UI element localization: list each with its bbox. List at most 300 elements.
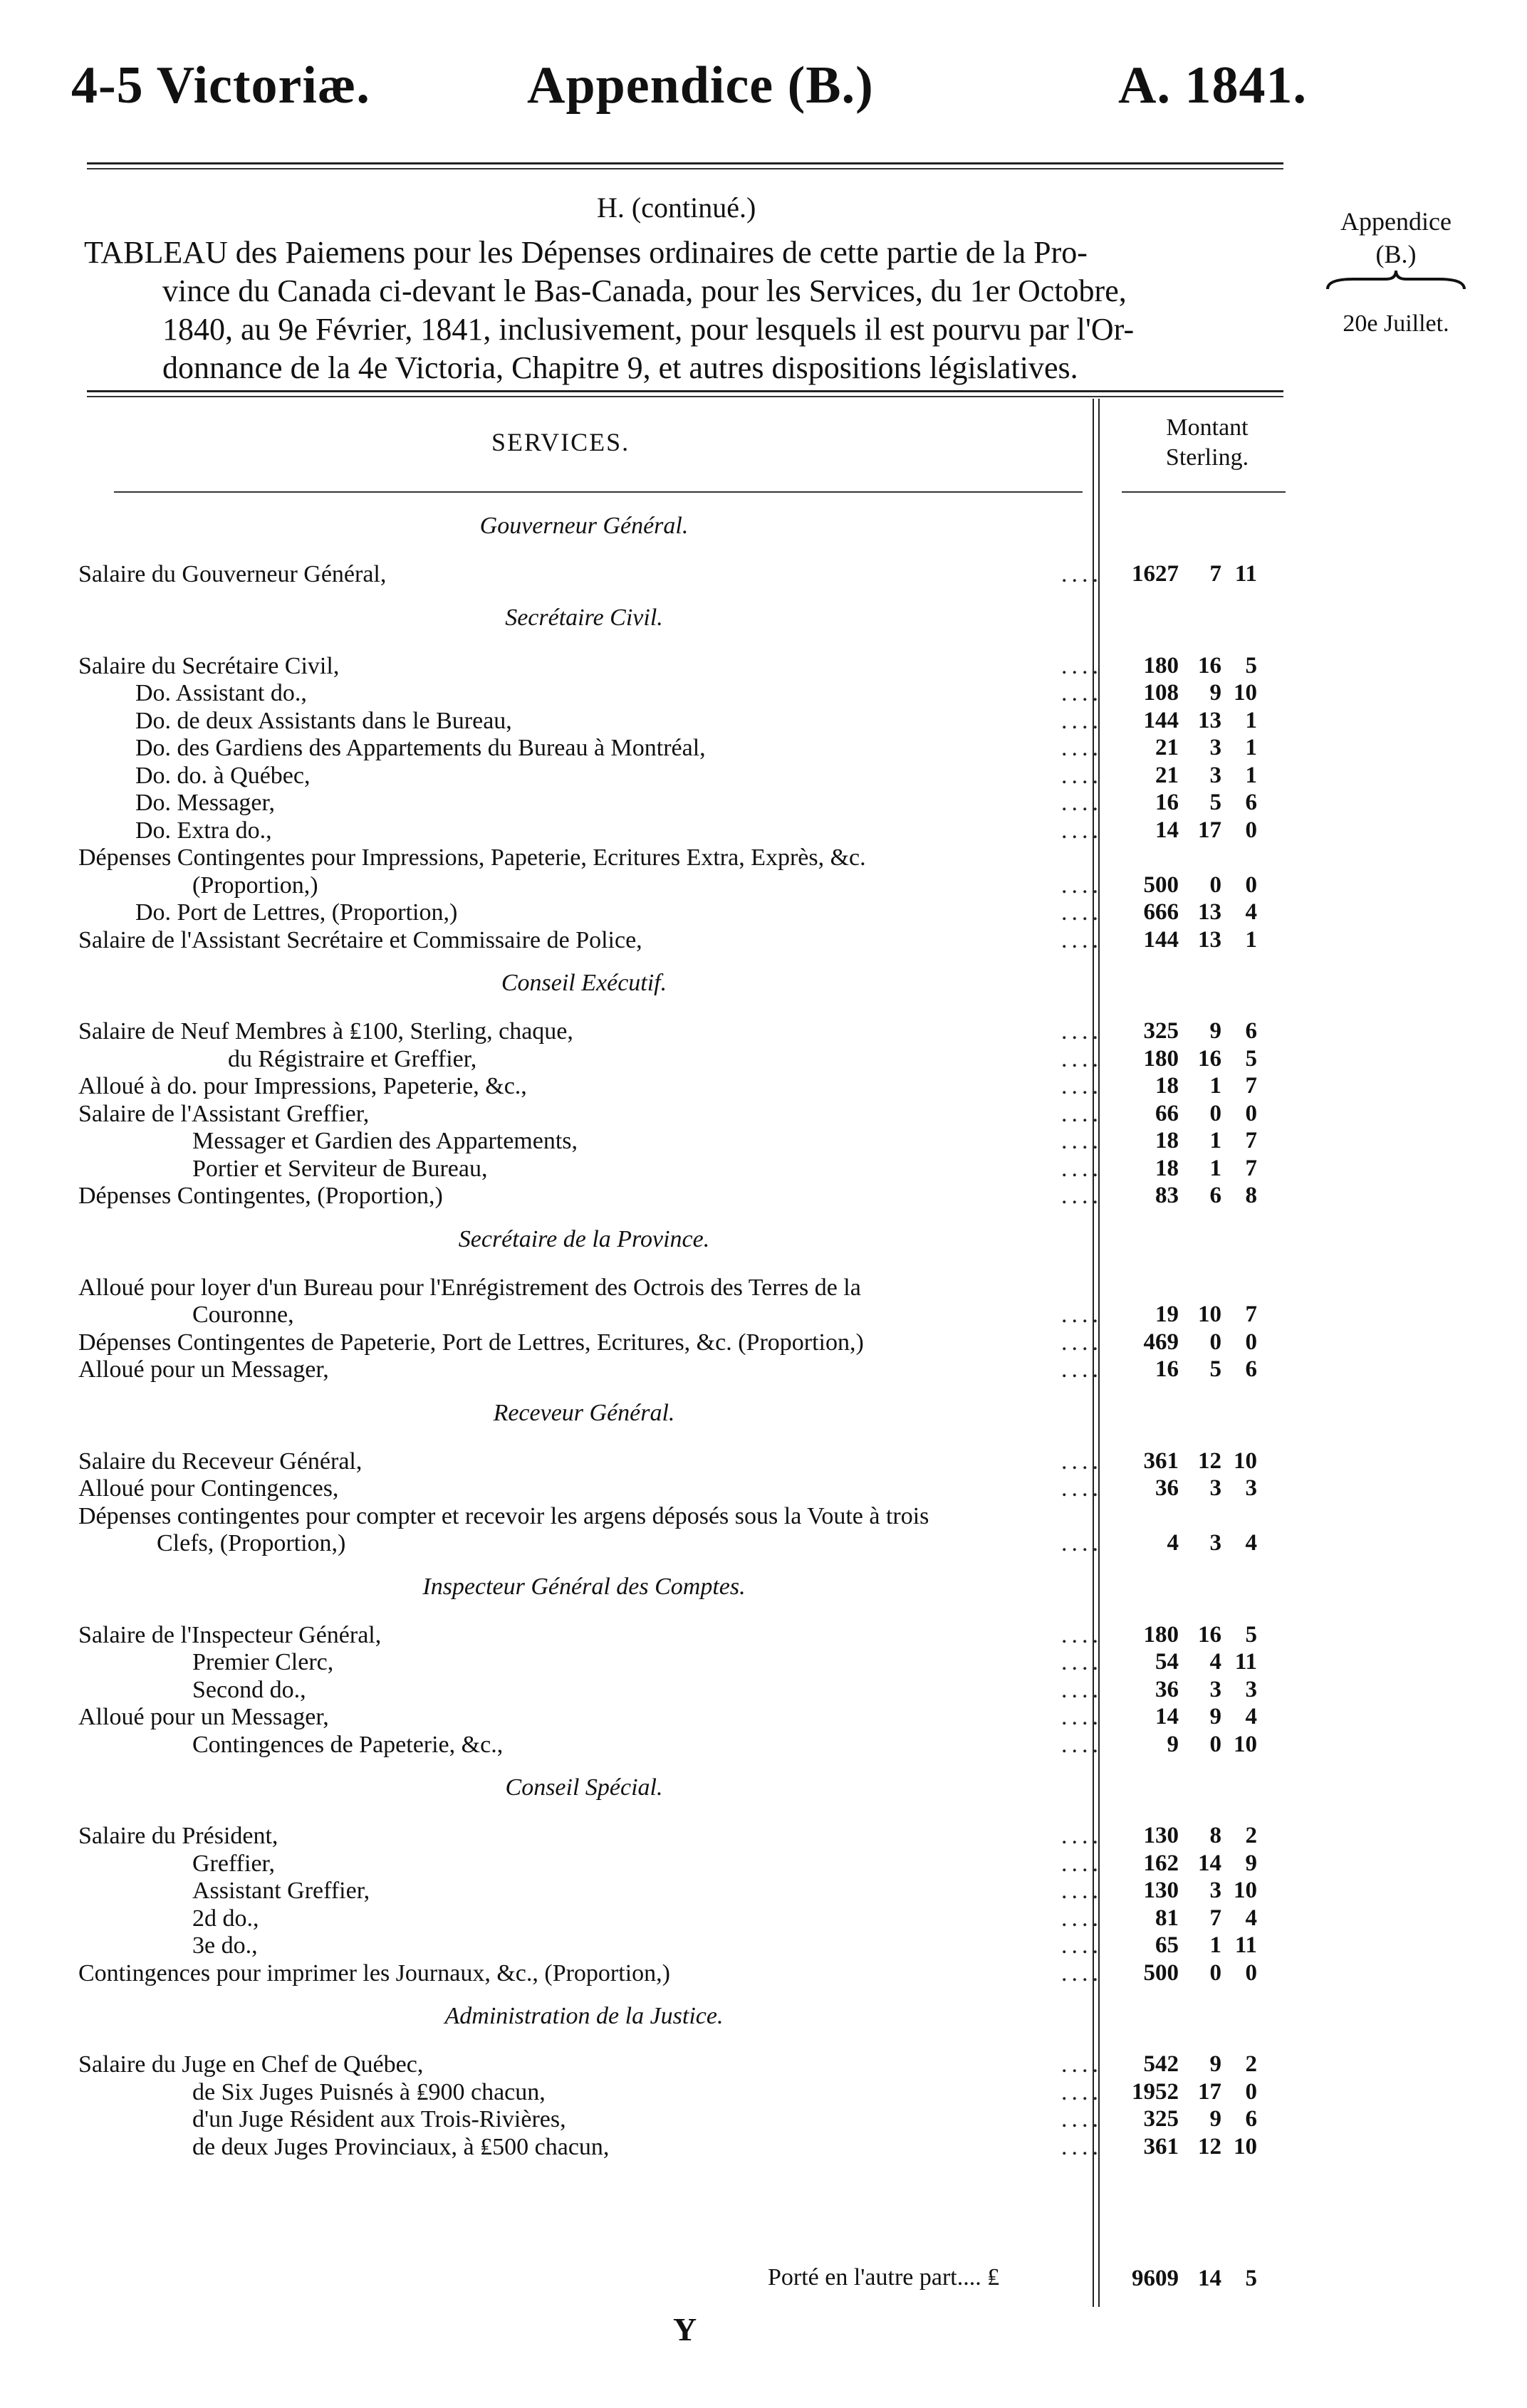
service-description: Dépenses contingentes pour compter et recevoir les argens déposés sous la Voute à trois [78,1502,929,1529]
amount-sterling [1108,1018,1293,1047]
dot-leader: .... [1061,762,1103,789]
carried-forward-amount [1108,2266,1293,2294]
amount-sterling [1108,1851,1293,1879]
amount-pence: 4 [1245,1905,1257,1931]
table-row [78,1503,1083,1532]
amount-shillings: 7 [1209,561,1221,587]
amount-sterling [1108,2079,1293,2108]
carried-pence: 5 [1245,2266,1257,2291]
amount-pence: 0 [1245,1329,1257,1355]
dot-leader: .... [1061,2106,1103,2132]
table-row [78,1676,1103,1705]
amount-pounds: 14 [1155,817,1179,843]
amount-shillings: 12 [1198,2133,1221,2160]
dot-leader: .... [1061,1018,1103,1045]
amount-shillings: 5 [1209,1356,1221,1382]
montant-column-header [1132,413,1282,473]
dot-leader: .... [1061,899,1103,926]
dot-leader: .... [1061,1448,1103,1475]
dot-leader: .... [1061,1704,1103,1730]
service-description: Do. Assistant do., [135,680,307,706]
carried-pounds: 9609 [1132,2266,1179,2291]
amount-pounds: 9 [1167,1731,1179,1757]
table-row [78,1932,1103,1961]
service-description: Do. do. à Québec, [135,762,311,789]
dot-leader: .... [1061,1356,1103,1383]
table-row [78,790,1103,818]
amount-pounds: 180 [1143,652,1179,679]
service-description: Second do., [192,1676,306,1703]
amount-pounds: 666 [1143,899,1179,925]
service-description: Salaire du Juge en Chef de Québec, [78,2051,424,2078]
amount-pounds: 18 [1155,1155,1179,1181]
service-description: Contingences pour imprimer les Journaux, &c., (Proportion,) [78,1959,670,1986]
amount-pence: 10 [1234,2133,1257,2160]
amount-pounds: 325 [1143,1018,1179,1044]
amount-sterling [1108,1905,1293,1934]
service-description: de Six Juges Puisnés à ₤900 chacun, [192,2078,546,2105]
service-description: Salaire de l'Assistant Secrétaire et Commissaire de Police, [78,926,642,953]
table-row [78,1045,1103,1074]
table-row [78,1155,1103,1184]
section-title: Conseil Spécial. [505,1774,663,1801]
dot-leader: .... [1061,2133,1103,2160]
amount-pounds: 18 [1155,1128,1179,1153]
amount-sterling [1108,680,1293,708]
amount-pence: 4 [1245,1704,1257,1729]
table-row [78,680,1103,708]
dot-leader: .... [1061,1731,1103,1758]
header-year: A. 1841. [1118,56,1307,115]
amount-pence: 0 [1245,817,1257,843]
table-row [78,1878,1103,1906]
amount-pence: 1 [1245,926,1257,953]
amount-shillings: 16 [1198,1045,1221,1072]
amount-shillings: 13 [1198,926,1221,953]
dot-leader: .... [1061,1649,1103,1675]
amount-sterling [1108,1475,1293,1504]
table-row [78,871,1103,901]
table-row [78,1475,1103,1504]
amount-pence: 0 [1245,1959,1257,1986]
amount-sterling [1108,1878,1293,1906]
margin-note-b: (B.) [1375,240,1417,268]
service-description: Do. de deux Assistants dans le Bureau, [135,707,512,734]
amount-shillings: 10 [1198,1302,1221,1327]
amount-shillings: 9 [1209,680,1221,706]
amount-sterling [1108,1101,1293,1129]
header-appendix: Appendice (B.) [527,56,874,115]
amount-sterling [1108,2106,1293,2135]
amount-pounds: 21 [1155,735,1179,760]
amount-pence: 7 [1245,1155,1257,1181]
service-description: Alloué à do. pour Impressions, Papeterie, &c., [78,1073,527,1099]
amount-sterling [1108,790,1293,818]
amount-sterling [1108,561,1293,590]
amount-sterling [1108,1960,1293,1989]
amount-pence: 4 [1245,899,1257,925]
title-line-4: donnance de la 4e Victoria, Chapitre 9, et autres dispositions législatives. [162,350,1078,385]
amount-pence: 4 [1245,1530,1257,1556]
amount-sterling [1108,1530,1293,1559]
title-line-3: 1840, au 9e Février, 1841, inclusivement, pour lesquels il est pourvu par l'Or- [162,312,1135,347]
table-row [78,1448,1103,1477]
amount-pence: 7 [1245,1073,1257,1099]
amount-shillings: 1 [1209,1128,1221,1153]
amount-sterling [1108,1356,1293,1385]
service-description: Alloué pour un Messager, [78,1704,329,1730]
amount-pounds: 361 [1143,1448,1179,1474]
table-row [78,1274,1083,1303]
amount-pounds: 1952 [1132,2078,1179,2105]
section-title: Administration de la Justice. [444,2003,724,2029]
amount-sterling [1108,927,1293,956]
amount-pounds: 16 [1155,790,1179,815]
service-description: Alloué pour un Messager, [78,1356,329,1383]
table-row [78,844,1083,873]
section-title: Secrétaire Civil. [505,604,663,631]
table-row [78,1621,1103,1650]
amount-shillings: 5 [1209,790,1221,815]
dot-leader: .... [1061,1329,1103,1356]
amount-shillings: 3 [1209,735,1221,760]
title-line-1: TABLEAU des Paiemens pour les Dépenses ordinaires de cette partie de la Pro- [84,235,1088,270]
table-row [78,1073,1103,1101]
amount-pounds: 54 [1155,1649,1179,1675]
table-row [78,1100,1103,1129]
amount-pence: 11 [1234,561,1257,587]
amount-pence: 0 [1245,871,1257,898]
amount-pence: 1 [1245,707,1257,733]
amount-pence: 10 [1234,1878,1257,1903]
service-description: du Régistraire et Greffier, [228,1045,477,1072]
amount-pence: 6 [1245,2106,1257,2132]
amount-pounds: 36 [1155,1676,1179,1702]
amount-sterling [1108,1128,1293,1156]
service-description: Dépenses Contingentes pour Impressions, Papeterie, Ecritures Extra, Exprès, &c. [78,844,866,871]
service-description: Salaire du Secrétaire Civil, [78,652,340,679]
table-row [78,652,1103,681]
amount-pence: 3 [1245,1475,1257,1501]
amount-shillings: 0 [1209,1731,1221,1757]
service-description: Contingences de Papeterie, &c., [192,1731,504,1758]
service-description: de deux Juges Provinciaux, à ₤500 chacun, [192,2133,610,2160]
dot-leader: .... [1061,2078,1103,2105]
amount-sterling [1108,1823,1293,1851]
amount-pence: 10 [1234,1448,1257,1474]
sterling-label: Sterling. [1165,444,1249,471]
amount-shillings: 16 [1198,652,1221,679]
amount-shillings: 1 [1209,1073,1221,1099]
amount-shillings: 6 [1209,1183,1221,1208]
amount-pence: 6 [1245,1356,1257,1382]
amount-shillings: 16 [1198,1621,1221,1648]
amount-sterling [1108,1677,1293,1705]
amount-sterling [1108,1329,1293,1358]
dot-leader: .... [1061,1676,1103,1703]
service-description: Assistant Greffier, [192,1878,370,1904]
header-rule-top [87,162,1283,164]
service-description: Salaire du Receveur Général, [78,1448,363,1475]
service-description: Salaire de Neuf Membres à ₤100, Sterling, chaque, [78,1018,573,1045]
amount-shillings: 1 [1209,1155,1221,1181]
amount-pounds: 542 [1143,2051,1179,2077]
signature-mark: Y [673,2311,697,2347]
amount-pence: 11 [1234,1932,1257,1958]
amount-sterling [1108,1448,1293,1477]
dot-leader: .... [1061,817,1103,844]
amount-pence: 5 [1245,1045,1257,1072]
amount-sterling [1108,2051,1293,2080]
amount-sterling [1108,1183,1293,1211]
amount-shillings: 9 [1209,1018,1221,1044]
amount-shillings: 13 [1198,707,1221,733]
dot-leader: .... [1061,707,1103,734]
service-description: Do. des Gardiens des Appartements du Bureau à Montréal, [135,735,706,761]
dot-leader: .... [1061,871,1103,899]
service-description: Messager et Gardien des Appartements, [192,1128,578,1154]
service-description: Do. Messager, [135,790,275,816]
amount-shillings: 12 [1198,1448,1221,1474]
dot-leader: .... [1061,1621,1103,1648]
amount-pounds: 19 [1155,1302,1179,1327]
amount-pounds: 130 [1143,1823,1179,1848]
amount-shillings: 0 [1209,871,1221,898]
service-description: Dépenses Contingentes de Papeterie, Port de Lettres, Ecritures, &c. (Proportion,) [78,1329,864,1356]
amount-pounds: 180 [1143,1045,1179,1072]
table-row [78,1823,1103,1851]
dot-leader: .... [1061,1823,1103,1849]
service-description: Salaire du Président, [78,1823,278,1849]
amount-shillings: 3 [1209,1676,1221,1702]
amount-shillings: 7 [1209,1905,1221,1931]
table-row [78,1959,1103,1989]
section-title: Receveur Général. [493,1399,675,1426]
table-row [78,1530,1103,1559]
dot-leader: .... [1061,1073,1103,1099]
header-regnal-year: 4-5 Victoriæ. [71,56,370,115]
table-row [78,817,1103,846]
amount-sterling [1108,1622,1293,1650]
amount-pence: 11 [1234,1649,1257,1675]
amount-shillings: 4 [1209,1649,1221,1675]
amount-pounds: 16 [1155,1356,1179,1382]
amount-pounds: 361 [1143,2133,1179,2160]
dot-leader: .... [1061,2051,1103,2078]
amount-pounds: 21 [1155,762,1179,788]
service-description: d'un Juge Résident aux Trois-Rivières, [192,2106,566,2132]
table-row [78,1302,1103,1330]
amount-shillings: 0 [1209,1959,1221,1986]
amount-pence: 1 [1245,762,1257,788]
table-rule-top [87,390,1283,392]
services-head-rule [114,491,1083,493]
amount-pounds: 36 [1155,1475,1179,1501]
amount-shillings: 9 [1209,2051,1221,2077]
montant-label: Montant [1166,414,1249,441]
service-description: Dépenses Contingentes, (Proportion,) [78,1183,443,1209]
amount-sterling [1108,763,1293,791]
section-continued-label: H. (continué.) [597,192,756,224]
amount-shillings: 3 [1209,1878,1221,1903]
service-description: Salaire du Gouverneur Général, [78,561,387,587]
amount-shillings: 9 [1209,2106,1221,2132]
service-description: Do. Extra do., [135,817,272,844]
amount-pounds: 14 [1155,1704,1179,1729]
amount-sterling [1108,1156,1293,1184]
dot-leader: .... [1061,1155,1103,1182]
amount-sterling [1108,1732,1293,1760]
amount-sterling [1108,2134,1293,2162]
header-rule-bottom [87,168,1283,169]
amount-pounds: 4 [1167,1530,1179,1556]
service-description: Portier et Serviteur de Bureau, [192,1155,488,1182]
amount-sterling [1108,899,1293,928]
table-row [78,1850,1103,1879]
table-row [78,762,1103,791]
service-description: Salaire de l'Inspecteur Général, [78,1621,382,1648]
amount-pounds: 130 [1143,1878,1179,1903]
amount-sterling [1108,735,1293,763]
service-description: Do. Port de Lettres, (Proportion,) [135,899,458,926]
amount-shillings: 17 [1198,2078,1221,2105]
amount-pounds: 144 [1143,926,1179,953]
table-row [78,926,1103,956]
amount-pence: 5 [1245,1621,1257,1648]
amount-sterling [1108,1649,1293,1677]
amount-pence: 0 [1245,2078,1257,2105]
service-description: Premier Clerc, [192,1649,334,1675]
amount-shillings: 3 [1209,1530,1221,1556]
amount-pence: 3 [1245,1676,1257,1702]
section-title: Secrétaire de la Province. [458,1225,710,1252]
margin-note [1303,206,1489,337]
service-description: 3e do., [192,1932,258,1959]
table-row [78,2051,1103,2080]
amount-sterling [1108,1704,1293,1732]
service-description: Greffier, [192,1850,275,1877]
amount-sterling [1108,708,1293,736]
amount-sterling [1108,872,1293,901]
table-row [78,1704,1103,1732]
amount-pence: 10 [1234,1731,1257,1757]
table-row [78,2106,1103,2135]
amount-pence: 10 [1234,680,1257,706]
table-row [78,2133,1103,2162]
service-description: Alloué pour loyer d'un Bureau pour l'Enrégistrement des Octrois des Terres de la [78,1274,861,1301]
amount-pence: 1 [1245,735,1257,760]
margin-note-appendix: Appendice [1340,207,1452,236]
service-description: Clefs, (Proportion,) [157,1530,346,1556]
table-row [78,1329,1103,1358]
curly-brace-icon [1325,269,1467,293]
dot-leader: .... [1061,1183,1103,1209]
dot-leader: .... [1061,1850,1103,1877]
dot-leader: .... [1061,1932,1103,1959]
dot-leader: .... [1061,652,1103,679]
dot-leader: .... [1061,1128,1103,1154]
dot-leader: .... [1061,735,1103,761]
amount-pounds: 469 [1143,1329,1179,1355]
amount-pounds: 108 [1143,680,1179,706]
amount-pounds: 81 [1155,1905,1179,1931]
amount-sterling [1108,653,1293,681]
amount-pence: 5 [1245,652,1257,679]
amount-pence: 6 [1245,790,1257,815]
table-row [78,735,1103,763]
amount-pounds: 1627 [1132,561,1179,587]
table-row [78,1731,1103,1760]
amount-pounds: 144 [1143,707,1179,733]
amount-pounds: 83 [1155,1183,1179,1208]
dot-leader: .... [1061,1302,1103,1328]
amount-pence: 0 [1245,1100,1257,1126]
amount-pence: 7 [1245,1128,1257,1153]
section-title: Inspecteur Général des Comptes. [422,1573,746,1600]
amount-pence: 2 [1245,2051,1257,2077]
amount-sterling [1108,817,1293,846]
table-row [78,561,1103,590]
dot-leader: .... [1061,1905,1103,1932]
dot-leader: .... [1061,1045,1103,1072]
dot-leader: .... [1061,1100,1103,1127]
amount-pounds: 500 [1143,1959,1179,1986]
table-title [84,234,1288,387]
service-description: Couronne, [192,1302,294,1328]
dot-leader: .... [1061,561,1103,587]
service-description: Alloué pour Contingences, [78,1475,339,1502]
table-row [78,1649,1103,1677]
carried-shillings: 14 [1198,2266,1221,2291]
dot-leader: .... [1061,680,1103,706]
amount-sterling [1108,1073,1293,1101]
amount-sterling [1108,1932,1293,1961]
amount-shillings: 17 [1198,817,1221,843]
amount-pounds: 325 [1143,2106,1179,2132]
montant-head-rule [1122,491,1286,493]
dot-leader: .... [1061,1475,1103,1502]
dot-leader: .... [1061,1530,1103,1556]
title-line-2: vince du Canada ci-devant le Bas-Canada, pour les Services, du 1er Octobre, [162,273,1127,308]
dot-leader: .... [1061,1959,1103,1986]
section-title: Gouverneur Général. [479,513,689,539]
amount-shillings: 1 [1209,1932,1221,1958]
service-description: Salaire de l'Assistant Greffier, [78,1100,370,1127]
amount-pence: 6 [1245,1018,1257,1044]
table-rule-top-2 [87,396,1283,397]
amount-shillings: 3 [1209,762,1221,788]
amount-shillings: 14 [1198,1850,1221,1876]
amount-sterling [1108,1046,1293,1074]
section-title: Conseil Exécutif. [501,970,667,996]
table-row [78,707,1103,736]
table-row [78,2078,1103,2108]
dot-leader: .... [1061,790,1103,816]
margin-note-date: 20e Juillet. [1343,310,1449,337]
amount-shillings: 3 [1209,1475,1221,1501]
amount-pence: 9 [1245,1850,1257,1876]
amount-pounds: 162 [1143,1850,1179,1876]
amount-shillings: 0 [1209,1100,1221,1126]
amount-shillings: 8 [1209,1823,1221,1848]
dot-leader: .... [1061,1878,1103,1904]
amount-pence: 8 [1245,1183,1257,1208]
amount-pounds: 500 [1143,871,1179,898]
amount-pounds: 180 [1143,1621,1179,1648]
table-row [78,899,1103,928]
services-column-header: SERVICES. [491,428,630,456]
amount-shillings: 0 [1209,1329,1221,1355]
